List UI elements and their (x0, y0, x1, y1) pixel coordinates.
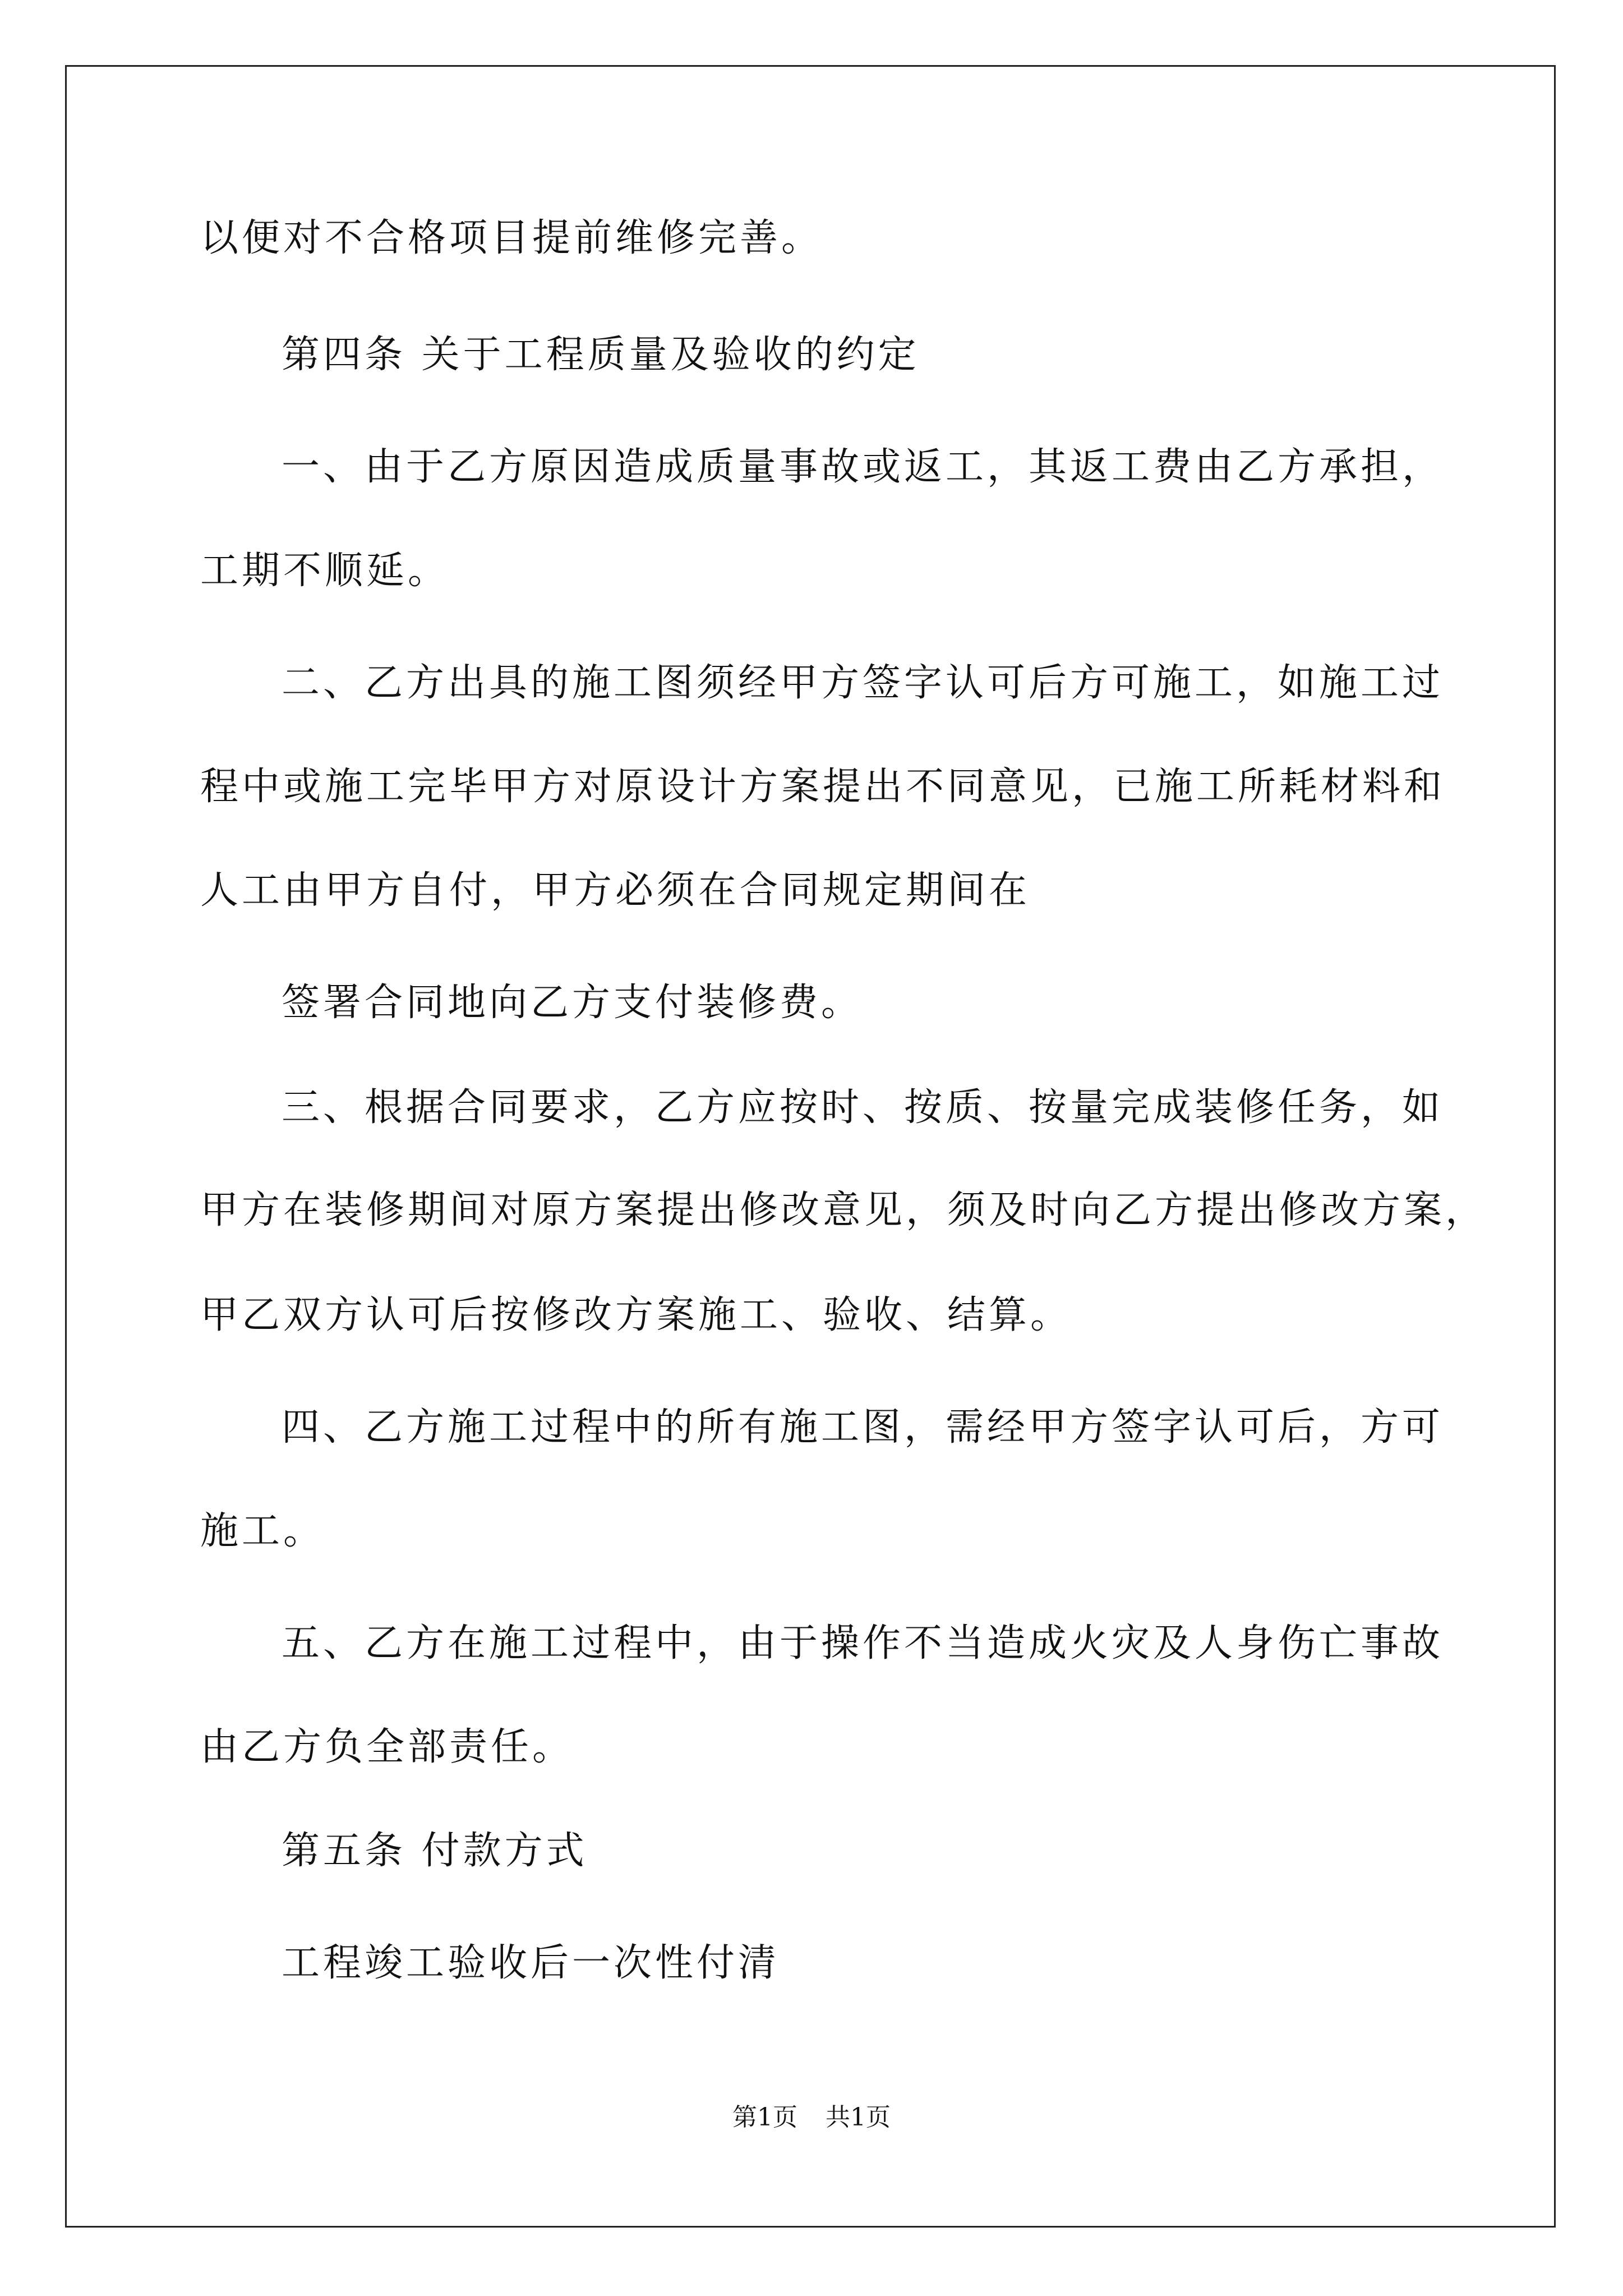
text-line-3: 一、由于乙方原因造成质量事故或返工，其返工费由乙方承担， (282, 445, 1444, 489)
text-line-5: 二、乙方出具的施工图须经甲方签字认可后方可施工，如施工过 (282, 661, 1444, 705)
heading-article-4: 第四条 关于工程质量及验收的约定 (282, 333, 920, 377)
page-number-total: 共1页 (826, 2103, 891, 2132)
heading-article-5: 第五条 付款方式 (282, 1829, 588, 1873)
text-line-10: 甲方在装修期间对原方案提出修改意见，须及时向乙方提出修改方案， (200, 1188, 1487, 1232)
text-line-17: 工程竣工验收后一次性付清 (282, 1941, 780, 1985)
text-line-6: 程中或施工完毕甲方对原设计方案提出不同意见，已施工所耗材料和 (200, 765, 1446, 809)
text-line-1: 以便对不合格项目提前维修完善。 (200, 216, 823, 260)
text-line-8: 签署合同地向乙方支付装修费。 (282, 981, 863, 1025)
text-line-4: 工期不顺延。 (200, 549, 450, 593)
text-line-14: 五、乙方在施工过程中，由于操作不当造成火灾及人身伤亡事故 (282, 1621, 1444, 1665)
page-border (65, 65, 1556, 2228)
text-line-9: 三、根据合同要求，乙方应按时、按质、按量完成装修任务，如 (282, 1085, 1444, 1130)
text-line-7: 人工由甲方自付，甲方必须在合同规定期间在 (200, 868, 1031, 913)
text-line-13: 施工。 (200, 1509, 325, 1553)
text-line-11: 甲乙双方认可后按修改方案施工、验收、结算。 (200, 1293, 1072, 1337)
text-line-15: 由乙方负全部责任。 (200, 1725, 574, 1769)
page-number-current: 第1页 (732, 2103, 797, 2132)
page-footer (0, 2101, 1623, 2134)
text-line-12: 四、乙方施工过程中的所有施工图，需经甲方签字认可后，方可 (282, 1405, 1444, 1450)
